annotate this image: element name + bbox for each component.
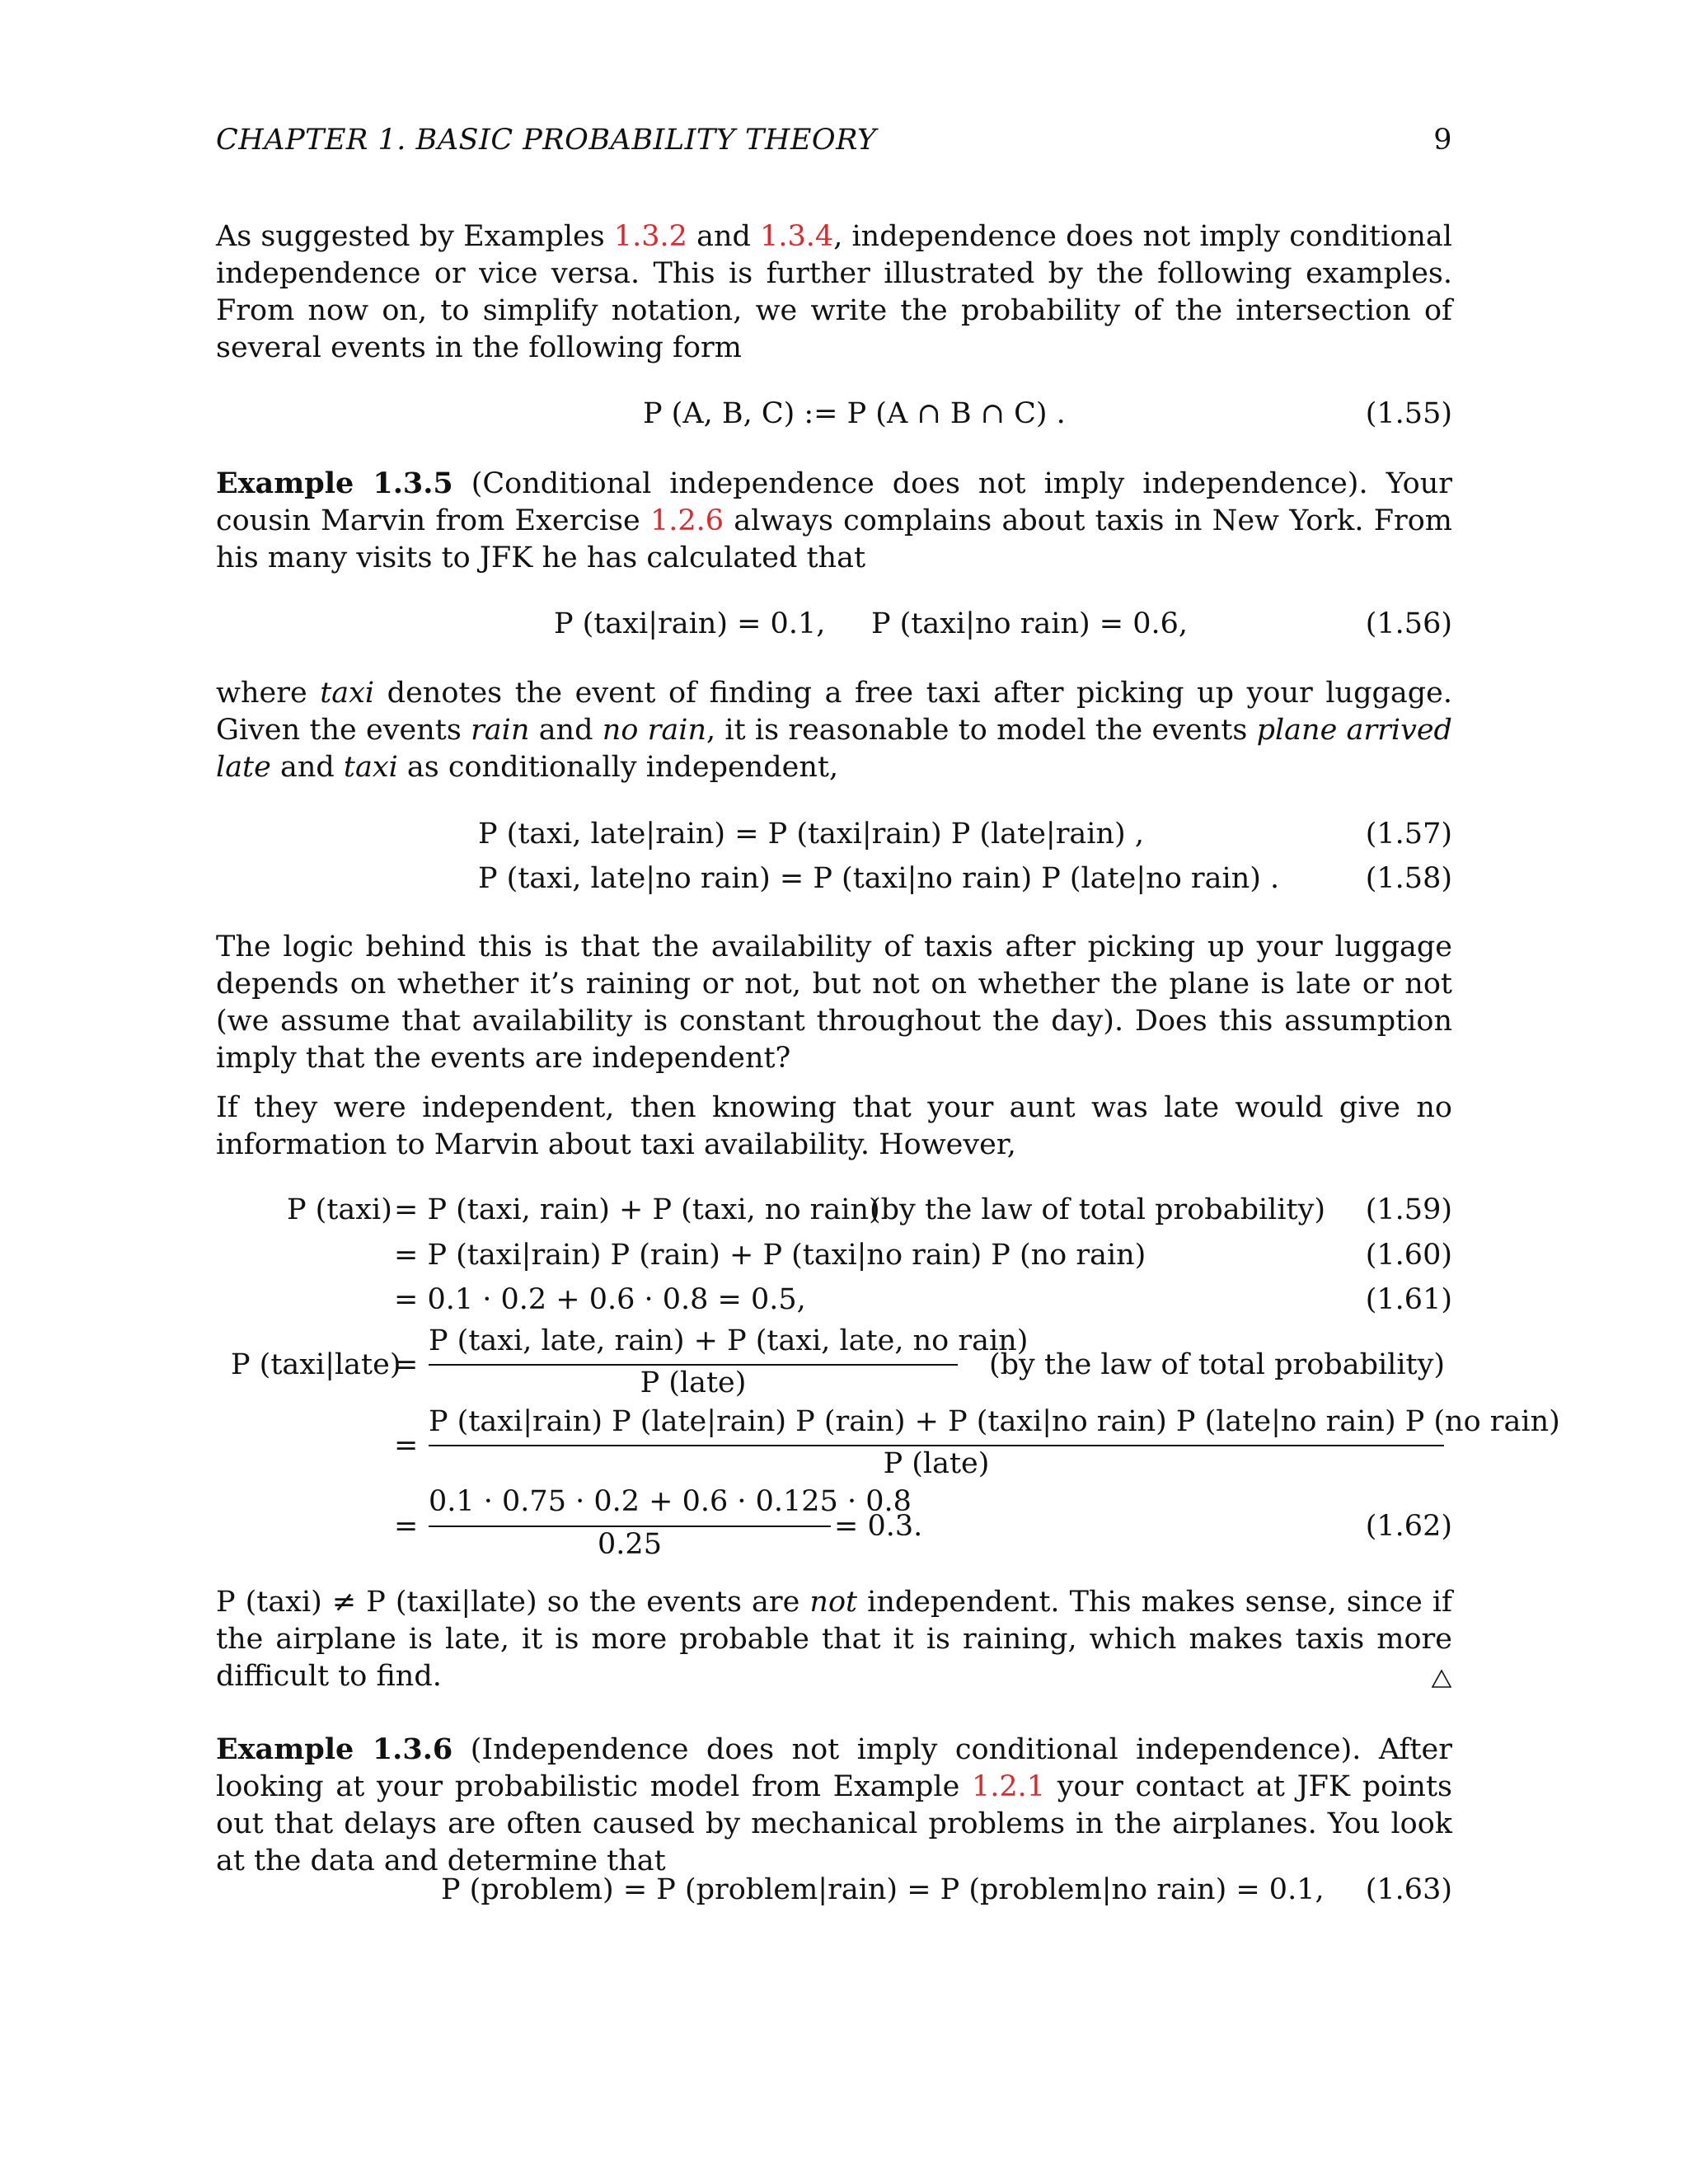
independence-question-paragraph: If they were independent, then knowing that your aunt was late would give no information to Marvin about taxi availability. However, bbox=[216, 1091, 1452, 1161]
equals-sign: = bbox=[394, 1348, 419, 1381]
intro-paragraph bbox=[216, 218, 1452, 367]
chapter-title: CHAPTER 1. BASIC PROBABILITY THEORY bbox=[216, 124, 877, 157]
example-title: (Conditional independence does not imply independence). bbox=[452, 467, 1386, 500]
equals-sign: = bbox=[394, 1429, 419, 1462]
ref-link-exercise-1-2-6[interactable]: 1.2.6 bbox=[650, 504, 724, 537]
equation-1-57: P (taxi, late|rain) = P (taxi|rain) P (late|rain) , bbox=[478, 818, 1144, 851]
ref-link-example-1-3-2[interactable]: 1.3.2 bbox=[613, 220, 687, 253]
emph-taxi: taxi bbox=[343, 751, 398, 784]
example-text: your contact at JFK points out that delays are often caused by mechanical problems in the airplanes. You look at the data and determine that bbox=[216, 1770, 1452, 1877]
triangle-icon bbox=[1432, 1670, 1451, 1688]
fraction-3-denominator: 0.25 bbox=[598, 1528, 662, 1561]
equation-number-1-62: (1.62) bbox=[1365, 1510, 1452, 1543]
equation-number-1-63: (1.63) bbox=[1365, 1873, 1452, 1906]
fraction-2-numerator: P (taxi|rain) P (late|rain) P (rain) + P (taxi|no rain) P (late|no rain) P (no rain) bbox=[429, 1405, 1560, 1438]
example-text: Your cousin Marvin from Exercise bbox=[216, 467, 1452, 537]
emph-not: not bbox=[809, 1586, 858, 1619]
logic-paragraph: The logic behind this is that the availability of taxis after picking up your luggage depends on whether it’s raining or not, but not on whether the plane is late or not (we assume that availability is constant throughout the day). Does this assumption imply that the events are independent? bbox=[216, 930, 1452, 1075]
example-1-3-6-paragraph bbox=[216, 1731, 1452, 1880]
ref-link-example-1-2-1[interactable]: 1.2.1 bbox=[971, 1770, 1046, 1803]
example-1-3-5-paragraph bbox=[216, 465, 1452, 577]
equation-number-1-59: (1.59) bbox=[1365, 1193, 1452, 1226]
text: denotes the event of finding a free taxi after picking up your luggage. Given the events bbox=[216, 677, 1452, 747]
equation-1-56: P (taxi|rain) = 0.1, P (taxi|no rain) = 0.6, bbox=[554, 607, 1189, 640]
text: as conditionally independent, bbox=[397, 751, 839, 784]
emph-no-rain: no rain bbox=[602, 714, 706, 747]
not-independent-paragraph bbox=[216, 1584, 1452, 1695]
example-title: (Independence does not imply conditional independence). bbox=[452, 1733, 1379, 1766]
equation-1-59-rhs: = P (taxi, rain) + P (taxi, no rain) bbox=[394, 1193, 880, 1226]
fraction-1-numerator: P (taxi, late, rain) + P (taxi, late, no rain) bbox=[429, 1324, 1029, 1357]
emph-rain: rain bbox=[471, 714, 530, 747]
fraction-3-numerator: 0.1 · 0.75 · 0.2 + 0.6 · 0.125 · 0.8 bbox=[429, 1485, 912, 1518]
equation-taxi-late-note: (by the law of total probability) bbox=[989, 1348, 1446, 1381]
intro-text: As suggested by Examples bbox=[216, 220, 614, 253]
intro-text: , independence does not imply conditional independence or vice versa. This is further illustrated by the following examples. From now on, to simplify notation, we write the probability of the intersection of several events in the following form bbox=[216, 220, 1452, 364]
text: so the events are bbox=[537, 1586, 810, 1619]
taxi-definition-paragraph bbox=[216, 675, 1452, 786]
intro-text: and bbox=[687, 220, 761, 253]
equation-1-59-lhs: P (taxi) bbox=[287, 1193, 392, 1226]
equation-number-1-61: (1.61) bbox=[1365, 1283, 1452, 1316]
equation-taxi-late-lhs: P (taxi|late) bbox=[231, 1348, 401, 1381]
fraction-2-denominator: P (late) bbox=[883, 1447, 990, 1480]
fraction-1-denominator: P (late) bbox=[640, 1366, 747, 1399]
text: independent. This makes sense, since if the airplane is late, it is more probable that it is raining, which makes taxis more difficult to find. bbox=[216, 1586, 1452, 1693]
equation-number-1-56: (1.56) bbox=[1365, 607, 1452, 640]
equation-1-55: P (A, B, C) := P (A ∩ B ∩ C) . bbox=[643, 397, 1066, 430]
equation-1-58: P (taxi, late|no rain) = P (taxi|no rain) P (late|no rain) . bbox=[478, 862, 1280, 895]
text: and bbox=[270, 751, 344, 784]
inequality-expression: P (taxi) ≠ P (taxi|late) bbox=[216, 1586, 537, 1619]
equation-number-1-57: (1.57) bbox=[1365, 818, 1452, 851]
equation-1-63: P (problem) = P (problem|rain) = P (problem|no rain) = 0.1, bbox=[441, 1873, 1325, 1906]
example-label: Example 1.3.6 bbox=[216, 1732, 453, 1766]
equation-1-61-rhs: = 0.1 · 0.2 + 0.6 · 0.8 = 0.5, bbox=[394, 1283, 806, 1316]
equation-number-1-55: (1.55) bbox=[1365, 397, 1452, 430]
ref-link-example-1-3-4[interactable]: 1.3.4 bbox=[760, 220, 834, 253]
equation-1-62-result: = 0.3. bbox=[834, 1510, 923, 1543]
text: , it is reasonable to model the events bbox=[706, 714, 1257, 747]
equation-1-60-rhs: = P (taxi|rain) P (rain) + P (taxi|no rain) P (no rain) bbox=[394, 1239, 1146, 1272]
equation-1-59-note: (by the law of total probability) bbox=[870, 1193, 1326, 1226]
equation-number-1-60: (1.60) bbox=[1365, 1239, 1452, 1272]
running-header bbox=[216, 122, 1452, 159]
example-label: Example 1.3.5 bbox=[216, 466, 453, 500]
page-number: 9 bbox=[1433, 124, 1452, 157]
example-text: After looking at your probabilistic model from Example bbox=[216, 1733, 1452, 1803]
equals-sign: = bbox=[394, 1510, 419, 1543]
emph-taxi: taxi bbox=[320, 677, 375, 710]
text: where bbox=[216, 677, 321, 710]
text: and bbox=[529, 714, 603, 747]
example-text: always complains about taxis in New York. From his many visits to JFK he has calculated that bbox=[216, 504, 1452, 574]
emph-plane-late: plane arrived late bbox=[216, 714, 1452, 784]
equation-number-1-58: (1.58) bbox=[1365, 862, 1452, 895]
